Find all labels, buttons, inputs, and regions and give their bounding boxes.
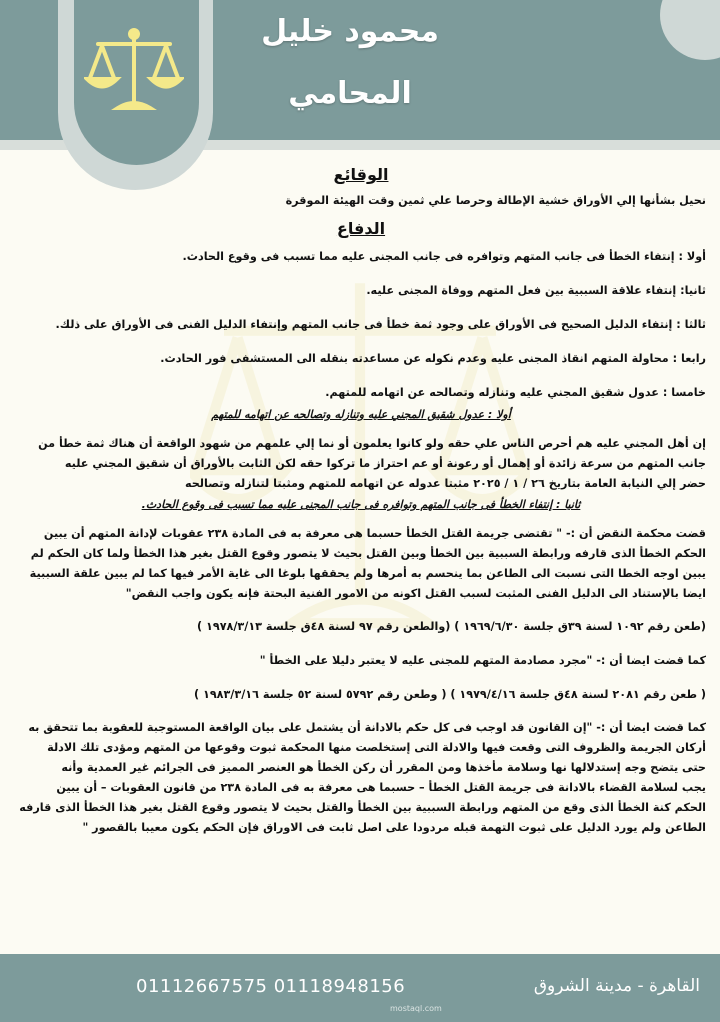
section1-line: إن أهل المجني عليه هم أحرص الناس علي حقه ولو كانوا يعلمون أو نما إلي علمهم من شهود الواقعة أن هناك ثمة خطأ من <box>38 437 706 450</box>
facts-text: نحيل بشأنها إلي الأوراق خشية الإطالة وحرصا علي ثمين وقت الهيئة الموقرة <box>285 194 706 207</box>
ruling1-line: قضت محكمة النقض أن :- " تقتضى جريمة القتل الخطأ حسبما هى معرفة به فى المادة ٢٣٨ عقوبات لإدانة المتهم أن يبين <box>43 527 706 540</box>
lawyer-name: محمود خليل <box>261 14 439 49</box>
section1-heading: أولا : عدول شقيق المجني عليه وتنازله وتصالحه عن اتهامه للمتهم <box>211 408 511 421</box>
defense-point: رابعا : محاولة المتهم انقاذ المجنى عليه وعدم نكوله عن مساعدته بنقله الى المستشفى فور الحادث. <box>160 352 706 365</box>
facts-heading: الوقائع <box>333 165 389 184</box>
ruling3-line: الطاعن ولم يورد الدليل على ثبوت التهمة قبله مردودا على اصل ثابت فى الاوراق فإن الحكم يكون معيبا بالقصور " <box>82 821 706 834</box>
scales-of-justice-icon <box>84 22 184 122</box>
lawyer-title: المحامي <box>288 76 412 111</box>
ruling1-line: يبين اوجه الخطا التى نسبت الى الطاعن بما ينحسم به أمرها ولم يحققها بلوغا الى غاية الأمر فيها كما لم يبين علقة السببية <box>29 567 706 580</box>
defense-point: خامسا : عدول شقيق المجني عليه وتنازله وتصالحه عن اتهامه للمتهم. <box>325 386 706 399</box>
section2-heading: ثانيا : إنتفاء الخطأ فى جانب المتهم وتوافره فى جانب المجنى عليه مما تسبب فى وقوع الحادث. <box>141 498 581 511</box>
office-address: القاهرة - مدينة الشروق <box>533 976 700 996</box>
ruling3-line: كما قضت ايضا أن :- "إن القانون قد اوجب فى كل حكم بالادانة أن يشتمل على بيان الواقعة المستوجبة للعقوبة بما تتحقق به <box>28 721 706 734</box>
section1-line: حضر إلي النيابة العامة بتاريخ ٢٦ / ١ / ٢٠٢٥ مثبتا عدوله عن اتهامه للمتهم ومثبتا لتنازله وتصالحه <box>184 477 706 490</box>
ruling3-line: الحكم كنة الخطأ الذى وقع من المتهم ورابطة السببية بين الخطأ والقتل بحيث لا يتصور وقوع القتل بغير هذا الخطأ الذى قارفه <box>19 801 706 814</box>
citation-2: ( طعن رقم ٢٠٨١ لسنة ٤٨ق جلسة ١٩٧٩/٤/١٦ ) ( وطعن رقم ٥٧٩٢ لسنة ٥٢ جلسة ١٩٨٣/٣/١٦ ) <box>193 688 706 701</box>
section1-line: جانب المتهم من سرعة زائدة أو إهمال أو رعونة أو عم احتراز ما تركوا حقه لكن الثابت بالأوراق أن شقيق المجني عليه <box>64 457 706 470</box>
document-body <box>16 162 706 838</box>
ruling-2: كما قضت ايضا أن :- "مجرد مصادمة المتهم للمجنى عليه لا يعتبر دليلا على الخطأ " <box>259 654 706 667</box>
ruling1-line: ايضا بالإستناد الى الدليل الفنى المثبت لسبب القتل اكونه من الامور الفنية البحتة فإنه يكون واجب النقض" <box>125 587 706 600</box>
ruling3-line: أركان الجريمة والظروف التى وقعت فيها والادلة التى إستخلصت منها المحكمة ثبوت وقوعها من المتهم ومؤدى تلك الادلة <box>47 741 706 754</box>
defense-heading: الدفاع <box>336 219 386 238</box>
ruling3-line: حتى يتضح وجه إستدلالها نها وسلامة مأخذها ومن المقرر أن ركن الخطأ هو العنصر المميز فى الجرائم غير العمدية وأنه <box>61 761 706 774</box>
defense-point: ثانيا: إنتفاء علاقة السببية بين فعل المتهم ووفاة المجنى عليه. <box>366 284 706 297</box>
defense-point: أولا : إنتفاء الخطأ فى جانب المتهم وتوافره فى جانب المجنى عليه مما تسبب فى وقوع الحادث. <box>182 250 706 263</box>
citation-1: (طعن رقم ١٠٩٢ لسنة ٣٩ق جلسة ١٩٦٩/٦/٣٠ ) (والطعن رقم ٩٧ لسنة ٤٨ق جلسة ١٩٧٨/٣/١٣ ) <box>197 620 706 633</box>
ruling1-line: الحكم الخطأ الذى قارفه ورابطة السببية بين الخطأ وبين القتل بحيث لا يتصور وقوع القتل بغير هذا الخطأ ولما كان الحكم لم <box>30 547 706 560</box>
watermark-text: mostaql.com <box>390 1004 442 1013</box>
ruling3-line: يجب لسلامة القضاء بالادانة فى جريمة القتل الخطأ – حسبما هى معرفة به فى المادة ٢٣٨ من قانون العقوبات – أن يبين <box>56 781 706 794</box>
defense-point: ثالثا : إنتفاء الدليل الصحيح فى الأوراق على وجود ثمة خطأ فى جانب المتهم وإنتفاء الدليل الفنى فى الأوراق على ذلك. <box>55 318 706 331</box>
phone-numbers: 01112667575 01118948156 <box>136 976 406 997</box>
